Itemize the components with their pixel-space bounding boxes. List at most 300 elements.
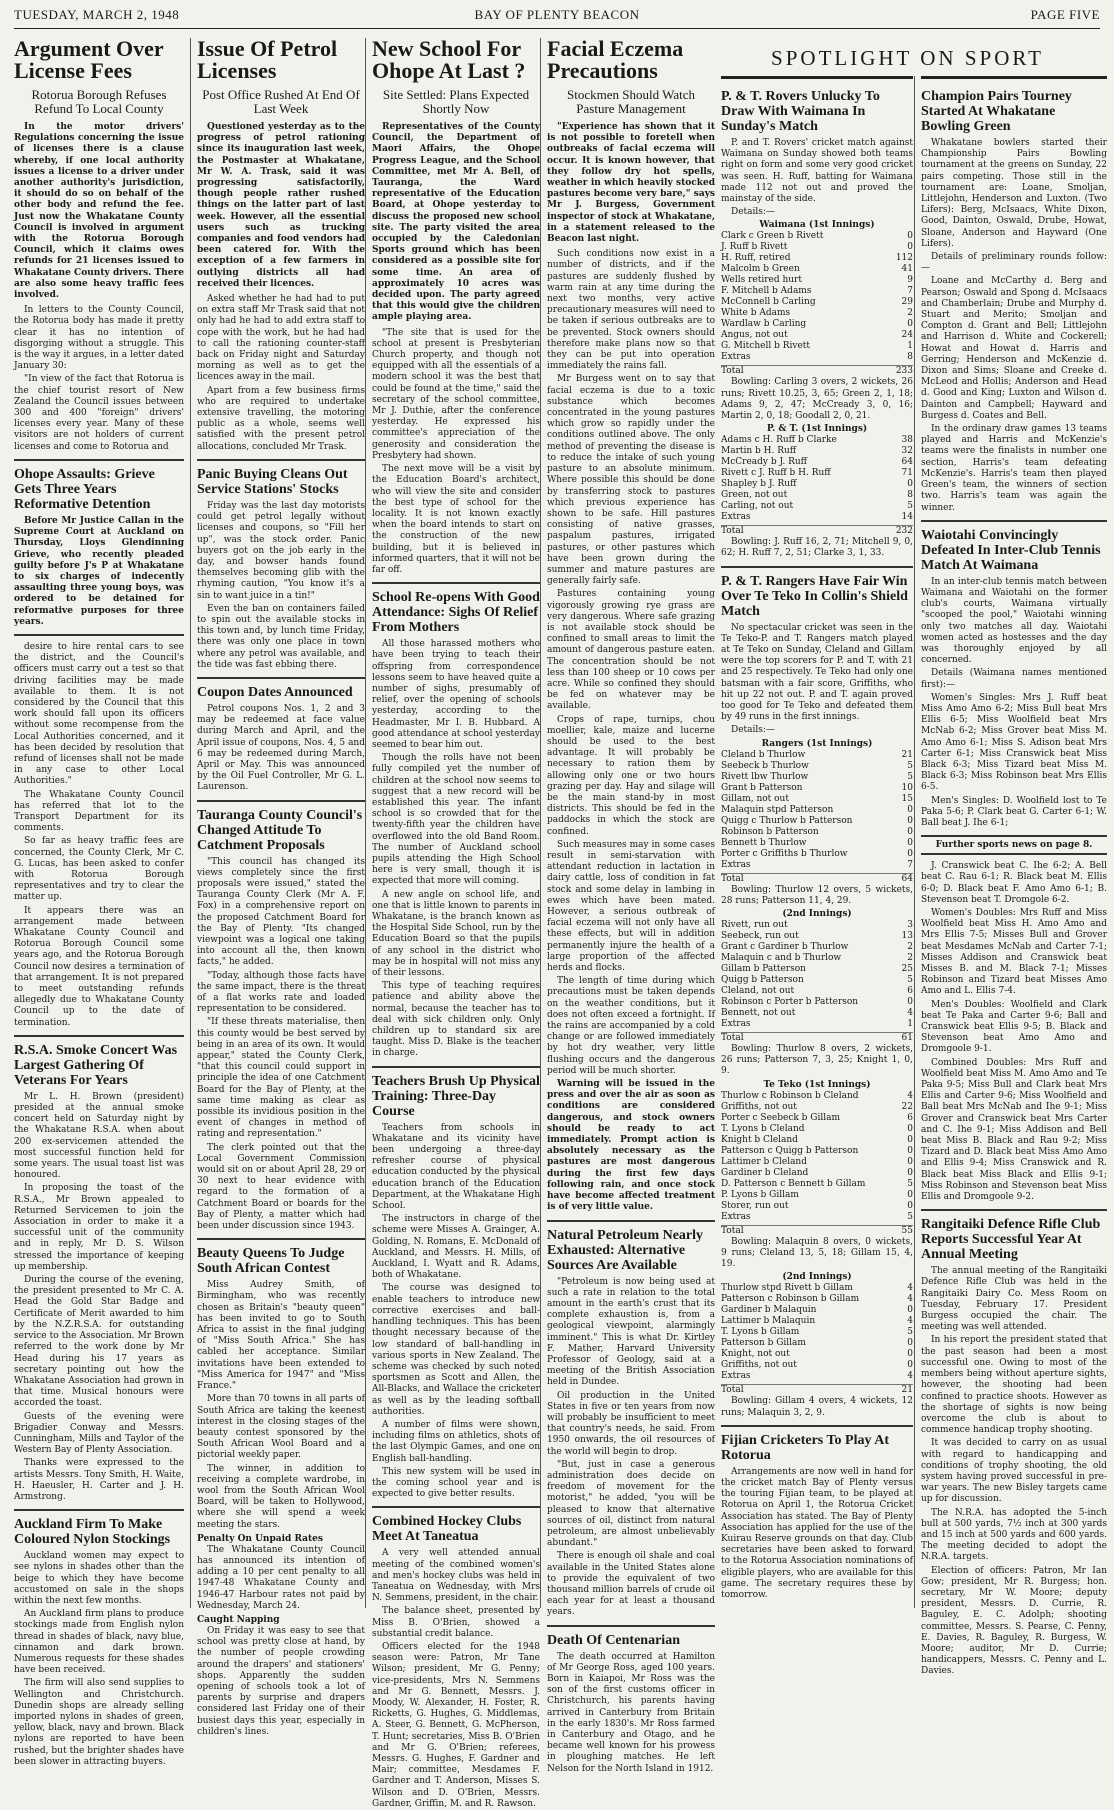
batsman-score: 5 [907, 975, 913, 986]
batsman-row [721, 242, 913, 253]
article-paragraph: Mr L. H. Brown (president) presided at the annual smoke concert held on Saturday night by the Whakatane R.S.A. when about 200 ex-servicemen attended the most successful function held for some years. The usual toast list was honoured. [14, 1091, 184, 1181]
batsman-row [721, 1371, 913, 1382]
batsman-score: 5 [907, 1211, 913, 1222]
article-paragraph: So far as heavy traffic fees are concerned, the County Clerk, Mr C. G. Lucas, has been asked to confer with Rotorua Borough representatives and try to clear the matter up. [14, 836, 184, 903]
batsman-row [721, 1008, 913, 1019]
article-paragraph: Combined Doubles: Mrs Ruff and Woolfield beat Miss M. Amo Amo and Te Paka 9-5; Miss Bull and Clark beat Mrs Ellis and Carter 9-6; Miss Woolfield and Ball beat Mrs McNab and Ihe 9-1; Miss Grover and Cranswick beat Mrs Carter and C. Ihe 9-1; Miss Addison and Bell beat Miss B. Black and Rau 9-2; Miss Tizard and D. Black beat Miss Amo Amo and Ellis 9-4; Miss Cranswick and R. Black beat Miss Black and Ellis 9-1; Miss Robinson and Stevenson beat Miss Ellis and Dromgoole 9-2. [921, 1057, 1107, 1203]
article-paragraph: Pastures containing young vigorously growing rye grass are very dangerous. Where safe grazing is not available stock should be confined to small areas to limit the amount of dangerous pasture eaten. The concentration should be not less than 100 sheep or 10 cows per acre. While so confined they should be fed on whatever may be available. [547, 589, 715, 712]
batsman-score: 0 [907, 319, 913, 330]
divider [197, 459, 365, 461]
batsman-score: 1 [907, 1019, 913, 1030]
batsman-score: 112 [895, 253, 913, 264]
batsman-score: 0 [907, 242, 913, 253]
batsman-score: 22 [901, 1101, 913, 1112]
bowling-summary: Bowling: Gillam 4 overs, 4 wickets, 12 runs; Malaquin 3, 2, 9. [721, 1396, 913, 1418]
article-paragraph: Whakatane bowlers started their Championship Pairs Bowling tournament at the greens on Sunday, 22 pairs competing. Those still in the tournament are: Loane, Smoljan, Littlejohn, Henderson and Luxton. (Two Lifers): Berg, McIsaacs, White Dixon, Good, Dainton, Oswald, Drube, Howat, Sloane, Anderson and Hayward (One Lifers). [921, 138, 1107, 249]
batsman-score: 0 [907, 231, 913, 242]
article-paragraph: Details of preliminary rounds follow:— [921, 252, 1107, 274]
batsman-score: 25 [901, 964, 913, 975]
lead-license-fees: In the motor drivers' Regulations concerning the issue of licenses there is a clause whereby, if one local authority issues a license to a driver under another authority's jurisdiction, it should do so on behalf of the other body and refund the fee. Just now the Whakatane County Council is involved in argument with the Rotorua Borough Council, which it claims owes refunds for 21 licenses issued to Whakatane County drivers. There are also some heavy traffic fees involved. [14, 122, 184, 301]
scorecard-teteko-2 [721, 1272, 913, 1396]
batsman-score: 0 [907, 1189, 913, 1200]
article-paragraph: An Auckland firm plans to produce stockings made from English nylon thread in shades of black, navy blue, cinnamon and dark brown. Numerous requests for these shades have been received. [14, 1609, 184, 1676]
batsman-score: 0 [907, 1200, 913, 1211]
bowling-summary: Bowling: Carling 3 overs, 2 wickets, 26 runs; Rivett 10.25, 3, 65; Green 2, 1, 18; Adams 9, 2, 47; McCready 3, 0, 16; Martin 2, 0, 18; Goodall 2, 0, 21. [721, 377, 913, 422]
article-paragraph: More than 70 towns in all parts of South Africa are taking the keenest interest in the closing stages of the beauty contest sponsored by the South African Wool Board and a pictorial weekly paper. [197, 1394, 365, 1461]
batsman-score: 21 [901, 749, 913, 760]
batsman-name: D. Patterson c Bennett b Gillam [721, 1178, 866, 1189]
article-paragraph: "Petroleum is now being used at such a rate in relation to the total amount in the earth's crust that its complete exhaustion is, from a geological viewpoint, alarmingly imminent." This is what Dr. Kirtley F. Mather, Harvard University Professor of Geology, said at a meeting of the British Association held in Dundee. [547, 1276, 715, 1388]
column-3 [365, 36, 546, 1809]
headline-death-centenarian: Death Of Centenarian [547, 1632, 680, 1648]
headline-pt-rangers: P. & T. Rangers Have Fair Win Over Te Teko In Collin's Shield Match [721, 573, 908, 619]
batsman-row [721, 920, 913, 931]
article-paragraph: desire to hire rental cars to see the district, and the Council's officers must carry out a test so that driving facilities may be made available to them. It is not considered by the Council that this work should fall upon its officers without some recompense from the Local Authorities concerned, and it has been decided by resolution that refund of licenses shall not be made in any case to other Local Authorities." [14, 641, 184, 787]
batsman-score: 8 [907, 352, 913, 363]
article-paragraph: The course was designed to enable teachers to introduce new corrective exercises and ball-handling techniques. This has been thought necessary because of the low standard of ball-handling in various sports in New Zealand. The scheme was checked by such noted sportsmen as Scott and Allen, the All-Blacks, and Wallace the cricketer as well as by the leading softball authorities. [372, 1283, 540, 1417]
batsman-name: Angus, not out [721, 330, 788, 341]
column-5 [715, 76, 919, 1608]
batsman-name: G. Mitchell b Rivett [721, 341, 811, 352]
batsman-row [721, 1294, 913, 1305]
batsman-row [721, 783, 913, 794]
batsman-score: 6 [907, 1112, 913, 1123]
batsman-score: 8 [907, 490, 913, 501]
batsman-name: Extras [721, 1019, 751, 1030]
article-paragraph: The length of time during which precautions must be taken depends on the weather conditions, but it does not often exceed a fortnight. If the rains are accompanied by a cold change or are followed immediately by hot dry weather, very little flushing occurs and the dangerous period will be much shorter. [547, 976, 715, 1076]
innings-total: Total 233 [721, 366, 913, 377]
batsman-name: Gillam, not out [721, 793, 789, 804]
article-paragraph: Guests of the evening were Brigadier Conway and Messrs. Cunningham, Mills and Taylor of the Western Bay of Plenty Association. [14, 1411, 184, 1456]
scorecard-waimana [721, 220, 913, 377]
batsman-row [721, 750, 913, 761]
batsman-score: 2 [907, 308, 913, 319]
innings-total: Total 61 [721, 1033, 913, 1044]
article-paragraph: "This council has changed its views completely since the first proposals were issued," stated the Tauranga County Clerk (Mr A. F. Fox) in a comprehensive report on the proposed Catchment Board for the Bay of Plenty. "Its changed viewpoint was a logical one taking into account all the, then known facts," he added. [197, 856, 365, 968]
batsman-name: Robinson c Porter b Patterson [721, 997, 859, 1008]
headline-petrol-licenses: Issue Of Petrol Licenses [197, 36, 338, 83]
batsman-score: 4 [907, 1283, 913, 1294]
batsman-name: Shapley b J. Ruff [721, 479, 797, 490]
batsman-name: Cleland b Thurlow [721, 749, 806, 760]
batsman-row [721, 849, 913, 860]
batsman-score: 29 [901, 297, 913, 308]
article-paragraph: The N.R.A. has adopted the 5-inch bull at 500 yards, 7½ inch at 300 yards and 15 inch at 500 yards and 600 yards. The meeting decided to adopt the N.R.A. targets. [921, 1507, 1107, 1563]
column-6 [914, 76, 1113, 1677]
scorecard-rangers-1 [721, 739, 913, 885]
article-paragraph: Women's Doubles: Mrs Ruff and Miss Woolfield beat Miss H. Amo Amo and Mrs Ellis 7-5; Misses Bull and Grover beat Mesdames McNab and Carter 7-1; Misses Addison and Cranswick beat Misses B. and M. Black 7-1; Misses Robinson and Tizard beat Misses Amo Amo and L. Ellis 7-4. [921, 907, 1107, 997]
article-paragraph: During the course of the evening, the president presented to Mr C. A. Head the Gold Star Badge and Certificate of Merit awarded to him by the N.Z.R.S.A. for outstanding service to the Association. Mr Brown referred to the work done by Mr Head during his 17 years as secretary pointing out how the Whakatane Association had grown in that time. Musical honours were accorded the toast. [14, 1275, 184, 1409]
batsman-score: 41 [901, 264, 913, 275]
scorecard-rangers-2 [721, 909, 913, 1044]
article-paragraph: Mr Burgess went on to say that facial eczema is due to a toxic substance which becomes concentrated in the young pastures which grow so rapidly under the conditions outlined above. The only method of preventing the disease is to reduce the intake of such young pasture to an absolute minimum. Where possible this should be done by transferring stock to pastures which previous experience has shown to be safe. Hill pastures consisting of native grasses, paspalum pastures, irrigated pastures, or other pastures which have been grown during the summer and mature pastures are generally fairly safe. [547, 374, 715, 587]
batsman-name: Thurlow stpd Rivett b Gillam [721, 1283, 853, 1294]
batsman-name: Extras [721, 512, 751, 523]
batsman-row [721, 319, 913, 330]
article-paragraph: In the ordinary draw games 13 teams played and Harris and McKenzie's teams were the finalists in number one section, Harris's team defeating McKenzie's. Harris's team then played Green's team, the winners of section two. Harris's team was again the winner. [921, 424, 1107, 513]
batsman-name: Malaquin stpd Patterson [721, 804, 834, 815]
article-paragraph: Auckland women may expect to see nylons in shades other than the beige to which they have become accustomed on sale in the shops within the next few months. [14, 1551, 184, 1606]
article-paragraph: Details (Waimana names mentioned first):— [921, 668, 1107, 690]
batsman-name: Rivett, run out [721, 920, 788, 931]
batsman-name: Extras [721, 352, 751, 363]
bowling-summary: Bowling: Thurlow 12 overs, 5 wickets, 28 runs; Patterson 11, 4, 29. [721, 884, 913, 906]
article-paragraph: This new system will be used in the coming school year and is expected to give better results. [372, 1466, 540, 1500]
subhead-facial-eczema: Stockmen Should Watch Pasture Management [567, 87, 695, 116]
batsman-name: Quigg b Patterson [721, 975, 804, 986]
bowling-summary: Bowling: Malaquin 8 overs, 0 wickets, 9 runs; Cleland 13, 5, 18; Gillam 15, 4, 19. [721, 1236, 913, 1270]
innings-total: Total 232 [721, 526, 913, 537]
batsman-row [721, 1113, 913, 1124]
batsman-name: Bennett b Thurlow [721, 837, 807, 848]
headline-natural-petroleum: Natural Petroleum Nearly Exhausted: Alternative Sources Are Available [547, 1227, 704, 1273]
batsman-score: 6 [907, 986, 913, 997]
batsman-name: Malaquin c and b Thurlow [721, 953, 842, 964]
article-paragraph: "The site that is used for the school at present is Presbyterian Church property, and though not equipped with all the essentials of a modern school it was the best that could be found at the time," said the secretary of the school committee, Mr J. Duthie, after the conference yesterday. He expressed his committee's appreciation of the generosity and consideration the Presbytery had shown. [372, 327, 540, 461]
article-paragraph: It appears there was an arrangement made between Whakatane County Council and Rotorua Borough Council some years ago, and the Rotorua Borough Council now desires a termination of that arrangement. It is not prepared to meet outstanding refunds allegedly due to Whakatane County Council up to the date of termination. [14, 905, 184, 1028]
batsman-name: McConnell b Carling [721, 297, 816, 308]
article-paragraph: J. Cranswick beat C. Ihe 6-2; A. Bell beat C. Rau 6-1; R. Black beat M. Ellis 6-0; D. Black beat F. Amo Amo 6-1; B. Stevenson beat T. Dromgole 6-2. [921, 861, 1107, 905]
batsman-name: Seebeck b Thurlow [721, 760, 809, 771]
batsman-score: 0 [907, 1305, 913, 1316]
batsman-name: Malcolm b Green [721, 264, 800, 275]
batsman-score: 3 [907, 920, 913, 931]
batsman-row [721, 761, 913, 772]
batsman-row [721, 308, 913, 319]
batsman-score: 0 [907, 1349, 913, 1360]
batsman-name: Gardiner b Cleland [721, 1167, 809, 1178]
batsman-name: J. Ruff b Rivett [721, 242, 788, 253]
batsman-name: Knight b Cleland [721, 1134, 798, 1145]
page-number: PAGE FIVE [1030, 7, 1100, 22]
divider [372, 1066, 540, 1068]
batsman-score: 4 [907, 1090, 913, 1101]
batsman-row [721, 435, 913, 446]
batsman-row [721, 794, 913, 805]
innings-total: Total 64 [721, 873, 913, 884]
batsman-row [721, 816, 913, 827]
lead-facial-eczema: "Experience has shown that it is not possible to foretell when outbreaks of facial eczema will occur. It is known however, that they follow dry hot spells, weather in which heavily stocked pastures become very bare," says Mr J. Burgess, Government inspector of stock at Whakatane, in a statement released to the Beacon last night. [547, 122, 715, 245]
batsman-row [721, 805, 913, 816]
batsman-row [721, 1124, 913, 1135]
batsman-row [721, 975, 913, 986]
article-paragraph: Loane and McCarthy d. Berg and Pearson; Oswald and Spong d. McIsaacs and Chamberlain; Drube and Murphy d. Stuart and Merito; Smoljan and Compton d. Grant and Bell; Littlejohn and Harrison d. White and Cockerell; Howat and Howat d. Harris and Gerring; Henderson and McKenzie d. Dixon and Sims; Sloane and Creeke d. McLeod and Hollis; Anderson and Head d. Good and King; Luxton and Wilson d. Dainton and Campbell; Hayward and Burgess d. Coates and Bell. [921, 276, 1107, 421]
article-paragraph: A number of films were shown, including films on athletics, shots of the last Olympic Games, and one on English ball-handling. [372, 1419, 540, 1464]
divider [921, 76, 1107, 83]
batsman-name: Extras [721, 859, 751, 870]
article-paragraph: "But, just in case a generous administration does decide on freedom of movement for the motorist," he added, "you will be pleased to know that alternative sources of oil, distinct from natural petroleum, are almost unbelievably abundant." [547, 1459, 715, 1549]
divider [14, 634, 184, 636]
headline-rsa-concert: R.S.A. Smoke Concert Was Largest Gathering Of Veterans For Years [14, 1042, 178, 1088]
article-paragraph: On Friday it was easy to see that school was pretty close at hand, by the number of people crowding around the drapers' and stationers' shops. Apparently the sudden opening of schools took a lot of parents by surprise and drapers considered last Friday one of their busiest days this year, especially in children's lines. [197, 1625, 365, 1737]
article-paragraph: The instructors in charge of the scheme were Misses A. Grainger, A. Golding, N. Romans, E. McDonald of Auckland, and Messrs. H. Mills, of Auckland, I. Wyatt and R. Adams, both of Whakatane. [372, 1214, 540, 1281]
article-paragraph: Thanks were expressed to the artists Messrs. Tony Smith, H. Waite, H. Haeusler, H. Carter and J. H. Armstrong. [14, 1458, 184, 1502]
batsman-score: 7 [907, 859, 913, 870]
innings-title: Rangers (1st Innings) [761, 738, 873, 749]
batsman-name: White b Adams [721, 308, 791, 319]
batsman-row [721, 1305, 913, 1316]
headline-panic-buying: Panic Buying Cleans Out Service Stations' Stocks [197, 466, 348, 497]
batsman-name: Griffiths, not out [721, 1101, 797, 1112]
divider [14, 1509, 184, 1511]
batsman-row [721, 457, 913, 468]
batsman-row [721, 986, 913, 997]
batsman-name: Lattimer b Cleland [721, 1156, 807, 1167]
batsman-name: T. Lyons b Gillam [721, 1327, 800, 1338]
subhead-penalty: Penalty On Unpaid Rates [197, 1533, 323, 1544]
batsman-row [721, 264, 913, 275]
article-paragraph: "If these threats materialise, then this county would be best served by being in an area of its own. It would appear," stated the County Clerk, "that this council could support in principle the idea of one Catchment Board for the Bay of Plenty, at the same time making as clear as possible its invidious position in the event of changes in method of rating and representation." [197, 1017, 365, 1140]
headline-pt-rovers: P. & T. Rovers Unlucky To Draw With Waimana In Sunday's Match [721, 89, 880, 134]
article-paragraph: Teachers from schools in Whakatane and its vicinity have been undergoing a three-day refresher course of physical education conducted by the physical education branch of the Education Department, at the Whakatane High School. [372, 1122, 540, 1212]
batsman-row [721, 501, 913, 512]
batsman-score: 1 [907, 341, 913, 352]
batsman-score: 38 [901, 435, 913, 446]
batsman-row [721, 1157, 913, 1168]
batsman-score: 0 [907, 1338, 913, 1349]
batsman-score: 0 [907, 1145, 913, 1156]
batsman-name: Grant c Gardiner b Thurlow [721, 942, 849, 953]
details-label: Details:— [731, 207, 775, 218]
article-paragraph: Though the rolls have not been fully compiled yet the number of children at the school now seems to suggest that a new record will be established this year. The infant school is so crowded that for the twenty-fifth year the children have overflowed into the old Band Room. The number of Auckland school pupils attending the High School here is very small, though it is expected that more will coming. [372, 753, 540, 887]
batsman-name: Gardiner b Malaquin [721, 1305, 817, 1316]
batsman-row [721, 942, 913, 953]
batsman-score: 0 [907, 804, 913, 815]
headline-license-fees: Argument Over License Fees [14, 36, 164, 83]
batsman-row [721, 253, 913, 264]
batsman-score: 32 [901, 446, 913, 457]
batsman-score: 2 [907, 942, 913, 953]
innings-total: Total 55 [721, 1225, 913, 1236]
innings-title: (2nd Innings) [782, 1272, 852, 1283]
batsman-name: Quigg c Thurlow b Patterson [721, 815, 853, 826]
batsman-row [721, 297, 913, 308]
article-paragraph: It was decided to carry on as usual with regard to handicapping and conditions of trophy shooting, the old system having proved successful in pre-war years. The new Bisley targets came up for discussion. [921, 1438, 1107, 1505]
batsman-score: 4 [907, 1316, 913, 1327]
article-paragraph: The Whakatane County Council has announced its intention of adding a 10 per cent penalty to all 1947-48 Whakatane County and 1946-47 Harbour rates not paid by Wednesday, March 24. [197, 1544, 365, 1611]
batsman-row [721, 341, 913, 352]
batsman-name: Knight, not out [721, 1349, 790, 1360]
divider [721, 566, 913, 568]
divider [372, 1506, 540, 1508]
divider [721, 76, 913, 83]
eczema-warning: Warning will be issued in the press and over the air as soon as conditions are considered dangerous, and stock owners should be ready to act immediately. Prompt action is absolutely necessary as the pastures are most dangerous during the first few days following rain, and once stock have become affected treatment is of very little value. [547, 1079, 715, 1213]
batsman-row [721, 490, 913, 501]
batsman-score: 10 [901, 782, 913, 793]
batsman-name: Porter c Griffiths b Thurlow [721, 848, 848, 859]
article-paragraph: In an inter-club tennis match between Waimana and Waiotahi on the former club's courts, Waimana virtually "scooped the pool," Waiotahi winning only two matches all day. Waiotahi women acted as hostesses and the day was thoroughly enjoyed by all concerned. [921, 576, 1107, 666]
batsman-score: 0 [907, 1156, 913, 1167]
batsman-score: 24 [901, 330, 913, 341]
batsman-row [721, 1360, 913, 1371]
batsman-row [721, 1135, 913, 1146]
batsman-row [721, 964, 913, 975]
batsman-row [721, 352, 913, 363]
headline-tauranga-council: Tauranga County Council's Changed Attitude To Catchment Proposals [197, 807, 363, 853]
article-paragraph: The clerk pointed out that the Local Government Commission would sit on or about April 28, 29 or 30 next to hear evidence with regard to the formation of a Catchment Board or boards for the Bay of Plenty, a matter which had been under discussion since 1943. [197, 1142, 365, 1232]
batsman-row [721, 1283, 913, 1294]
sports-section-banner: SPOTLIGHT ON SPORT [771, 46, 1044, 70]
batsman-name: Adams c H. Ruff b Clarke [721, 435, 837, 446]
batsman-name: P. Lyons b Gillam [721, 1189, 799, 1200]
article-paragraph: There is enough oil shale and coal available in the United States alone to provide the equivalent of two thousand million barrels of crude oil each year for at least a thousand years. [547, 1551, 715, 1618]
article-paragraph: "Today, although those facts have the same impact, there is the threat of a flat works rate and loaded representation to be considered. [197, 970, 365, 1015]
subhead-petrol-licenses: Post Office Rushed At End Of Last Week [202, 87, 360, 116]
batsman-row [721, 512, 913, 523]
article-paragraph: The balance sheet, presented by Miss B. O'Brien, showed a substantial credit balance. [372, 1606, 540, 1639]
headline-nylon-stockings: Auckland Firm To Make Coloured Nylon Stockings [14, 1517, 171, 1548]
batsman-row [721, 286, 913, 297]
scorecard-pt [721, 424, 913, 537]
batsman-name: Lattimer b Malaquin [721, 1316, 816, 1327]
article-paragraph: The next move will be a visit by the Education Board's architect, who will view the site and consider the best type of school for the locality. It is not known exactly when the board intends to start on the construction of the new building, but it is believed in informed quarters, that it will not be far off. [372, 464, 540, 575]
scorecard-teteko-1 [721, 1080, 913, 1237]
batsman-row [721, 1179, 913, 1190]
article-paragraph: P. and T. Rovers' cricket match against Waimana on Sunday showed both teams right on form and some very good cricket was seen. H. Ruff, batting for Waimana made 112 not out and proved the mainstay of the side. [721, 138, 913, 205]
batsman-row [721, 231, 913, 242]
innings-title: Te Teko (1st Innings) [763, 1079, 871, 1090]
batsman-score: 0 [907, 1360, 913, 1371]
batsman-score: 13 [901, 931, 913, 942]
article-paragraph: A new angle on school life, and one that is little known to parents in Whakatane, is the branch known as the Hospital Side School, run by the Education Board so that the pupils of any school in the district who may be in hospital will not miss any of their lessons. [372, 889, 540, 979]
headline-school-reopens: School Re-opens With Good Attendance: Sighs Of Relief From Mothers [372, 590, 540, 636]
batsman-score: 0 [907, 837, 913, 848]
batsman-name: Robinson b Patterson [721, 826, 819, 837]
batsman-row [721, 1102, 913, 1113]
innings-total: Total 21 [721, 1385, 913, 1396]
batsman-name: Thurlow c Robinson b Cleland [721, 1090, 859, 1101]
batsman-score: 0 [907, 826, 913, 837]
headline-tennis-match: Waiotahi Convincingly Defeated In Inter-Club Tennis Match At Waimana [921, 527, 1101, 573]
batsman-row [721, 931, 913, 942]
article-paragraph: The winner, in addition to receiving a complete wardrobe, in wool from the South African Wool Board, will be taken to Hollywood, where she will spend a week meeting the stars. [197, 1463, 365, 1530]
article-paragraph: Asked whether he had had to put on extra staff Mr Trask said that not only had he had to add extra staff to cope with the work, but he had had to call the rationing counter-staff back on Friday night and Saturday morning as well as to get the licences away in the mail. [197, 294, 365, 383]
further-sports-notice: Further sports news on page 8. [921, 835, 1107, 855]
batsman-name: Patterson b Gillam [721, 1338, 806, 1349]
article-paragraph: This type of teaching requires patience and ability above the normal, because the teacher has to deal with sick children only. Only children up to standard six are taught. Miss D. Blake is the teacher in charge. [372, 981, 540, 1059]
batsman-name: Gillam b Patterson [721, 964, 806, 975]
headline-fijian-cricketers: Fijian Cricketers To Play At Rotorua [721, 1432, 889, 1463]
article-paragraph: Women's Singles: Mrs J. Ruff beat Miss Amo Amo 6-2; Miss Bull beat Mrs Ellis 6-5; Miss Woolfield beat Mrs McNab 6-2; Miss Grover beat Miss M. Amo Amo 6-1; Miss S. Adison beat Mrs Carter 6-1; Miss Cranswick beat Miss Black 6-3; Miss Tizard beat Miss M. Black 6-3; Miss Robinson beat Mrs Ellis 6-5. [921, 692, 1107, 793]
batsman-score: 0 [907, 848, 913, 859]
batsman-score: 0 [907, 1123, 913, 1134]
divider [197, 800, 365, 802]
batsman-score: 15 [901, 793, 913, 804]
batsman-row [721, 330, 913, 341]
batsman-name: Extras [721, 1371, 751, 1382]
batsman-name: Storer, run out [721, 1200, 789, 1211]
batsman-name: F. Mitchell b Adams [721, 286, 812, 297]
divider [547, 1625, 715, 1627]
batsman-score: 0 [907, 815, 913, 826]
issue-date: TUESDAY, MARCH 2, 1948 [14, 7, 180, 22]
divider [721, 1425, 913, 1427]
batsman-row [721, 838, 913, 849]
batsman-row [721, 827, 913, 838]
batsman-name: Griffiths, not out [721, 1360, 797, 1371]
batsman-row [721, 860, 913, 871]
batsman-row [721, 1190, 913, 1201]
article-paragraph: The Whakatane County Council has referred that lot to the Transport Department for its comments. [14, 789, 184, 834]
article-paragraph: A very well attended annual meeting of the combined women's and men's hockey clubs was held in Taneatua on Wednesday, with Mrs N. Semmens, president, in the chair. [372, 1548, 540, 1604]
batsman-name: Green, not out [721, 490, 788, 501]
headline-bowling-pairs: Champion Pairs Tourney Started At Whakatane Bowling Green [921, 89, 1072, 134]
column-1 [14, 36, 190, 1767]
article-paragraph: The death occurred at Hamilton of Mr George Ross, aged 100 years. Born in Kaiapoi, Mr Ross was the son of the first customs officer in Christchurch, his parents having arrived in Canterbury from Britain in the early 1830's. Mr Ross farmed in Canterbury and Otago, and he became well known for his prowess in ploughing matches. He left Nelson for the North Island in 1912. [547, 1651, 715, 1774]
article-paragraph: Men's Singles: D. Woolfield lost to Te Paka 5-6; P. Clark beat G. Carter 6-1; W. Ball beat J. Ihe 6-1; [921, 795, 1107, 828]
headline-coupon-dates: Coupon Dates Announced [197, 684, 353, 700]
masthead [14, 4, 1100, 29]
batsman-row [721, 997, 913, 1008]
batsman-row [721, 479, 913, 490]
batsman-score: 4 [907, 1008, 913, 1019]
divider [197, 677, 365, 679]
article-paragraph: Arrangements are now well in hand for the cricket match Bay of Plenty versus the touring Fijian team, to be played at Rotorua on April 1, the Rotorua Cricket Association has stated. The Bay of Plenty Association has applied for the use of the Kuirau Reserve grounds on that day. Club secretaries have been asked to forward to the Rotorua Association nominations of eligible players, who are available for this game. The secretary requires these by tomorrow. [721, 1466, 913, 1600]
batsman-name: Cleland, not out [721, 986, 795, 997]
batsman-score: 14 [901, 512, 913, 523]
divider [921, 1209, 1107, 1211]
article-paragraph: Crops of rape, turnips, chou moellier, kale, maize and lucerne should be used to the best advantage. It will probably be necessary to ration them by allowing only one or two hours grazing per day. Hay and silage will be the main stand-by in most districts. This should be fed in the paddocks in which the stock are confined. [547, 714, 715, 837]
innings-title: Waimana (1st Innings) [759, 220, 875, 231]
innings-title: P. & T. (1st Innings) [766, 424, 868, 435]
batsman-row [721, 1146, 913, 1157]
batsman-row [721, 468, 913, 479]
article-paragraph: In proposing the toast of the R.S.A., Mr Brown appealed to Returned Servicemen to join the Association in order to make it a successful unit of the community and in reply, Mr D. S. Wilson stressed the importance of keeping up membership. [14, 1183, 184, 1272]
headline-ohope-school: New School For Ohope At Last ? [372, 36, 526, 83]
headline-teachers-training: Teachers Brush Up Physical Training: Three-Day Course [372, 1073, 540, 1119]
batsman-name: Rivett lbw Thurlow [721, 771, 809, 782]
batsman-name: T. Lyons b Cleland [721, 1123, 805, 1134]
batsman-name: H. Ruff, retired [721, 253, 791, 264]
divider [197, 1238, 365, 1240]
batsman-row [721, 1168, 913, 1179]
column-2 [190, 36, 371, 1737]
batsman-row [721, 1327, 913, 1338]
batsman-name: Seebeck, run out [721, 931, 799, 942]
batsman-score: 2 [907, 953, 913, 964]
article-paragraph: Such conditions now exist in a number of districts, and if the pastures are suddenly flushed by warm rain at any time during the next two months, very active precautionary measures will need to be taken if serious outbreaks are to be prevented. Stock owners should therefore make plans now so that they can be put into operation immediately the rains fall. [547, 249, 715, 372]
paper-title: BAY OF PLENTY BEACON [474, 7, 640, 22]
headline-hockey-clubs: Combined Hockey Clubs Meet At Taneatua [372, 1514, 522, 1545]
divider [547, 1220, 715, 1222]
article-paragraph: Oil production in the United States in five or ten years from now will probably be insufficient to meet that country's needs, he said. From 1950 onwards, the oil resources of the world will begin to drop. [547, 1390, 715, 1457]
batsman-row [721, 1212, 913, 1223]
batsman-row [721, 275, 913, 286]
innings-title: (2nd Innings) [782, 909, 852, 920]
batsman-score: 64 [901, 457, 913, 468]
bowling-summary: Bowling: Thurlow 8 overs, 2 wickets, 26 runs; Patterson 7, 3, 25; Knight 1, 0, 9. [721, 1044, 913, 1077]
batsman-name: Wells retired hurt [721, 275, 802, 286]
headline-beauty-queens: Beauty Queens To Judge South African Contest [197, 1246, 345, 1277]
batsman-score: 5 [907, 771, 913, 782]
headline-rifle-club: Rangitaiki Defence Rifle Club Reports Successful Year At Annual Meeting [921, 1217, 1101, 1263]
batsman-row [721, 772, 913, 783]
headline-facial-eczema: Facial Eczema Precautions [547, 36, 684, 83]
batsman-score: 0 [907, 997, 913, 1008]
divider [14, 1035, 184, 1037]
bowling-summary: Bowling: J. Ruff 16, 2, 71; Mitchell 9, 0, 62; H. Ruff 7, 2, 51; Clarke 3, 1, 33. [721, 537, 913, 559]
batsman-score: 5 [907, 1327, 913, 1338]
batsman-row [721, 1201, 913, 1212]
batsman-name: Patterson c Quigg b Patterson [721, 1145, 859, 1156]
article-paragraph: The firm will also send supplies to Wellington and Christchurch. Dunedin shops are already selling imported nylons in shades of green, yellow, black, navy and brown. Black nylons are reported to have been rushed, but the brighter shades have been slower in attracting buyers. [14, 1678, 184, 1767]
details-label: Details:— [731, 725, 775, 736]
batsman-name: Clark c Green b Rivett [721, 231, 824, 242]
batsman-row [721, 1338, 913, 1349]
article-paragraph: In letters to the County Council, the Rotorua body has made it pretty clear it has no intention of disgorging without a struggle. This is the way it argues, in a letter dated January 30: [14, 305, 184, 372]
batsman-row [721, 1019, 913, 1030]
batsman-name: Porter c Seebeck b Gillam [721, 1112, 841, 1123]
